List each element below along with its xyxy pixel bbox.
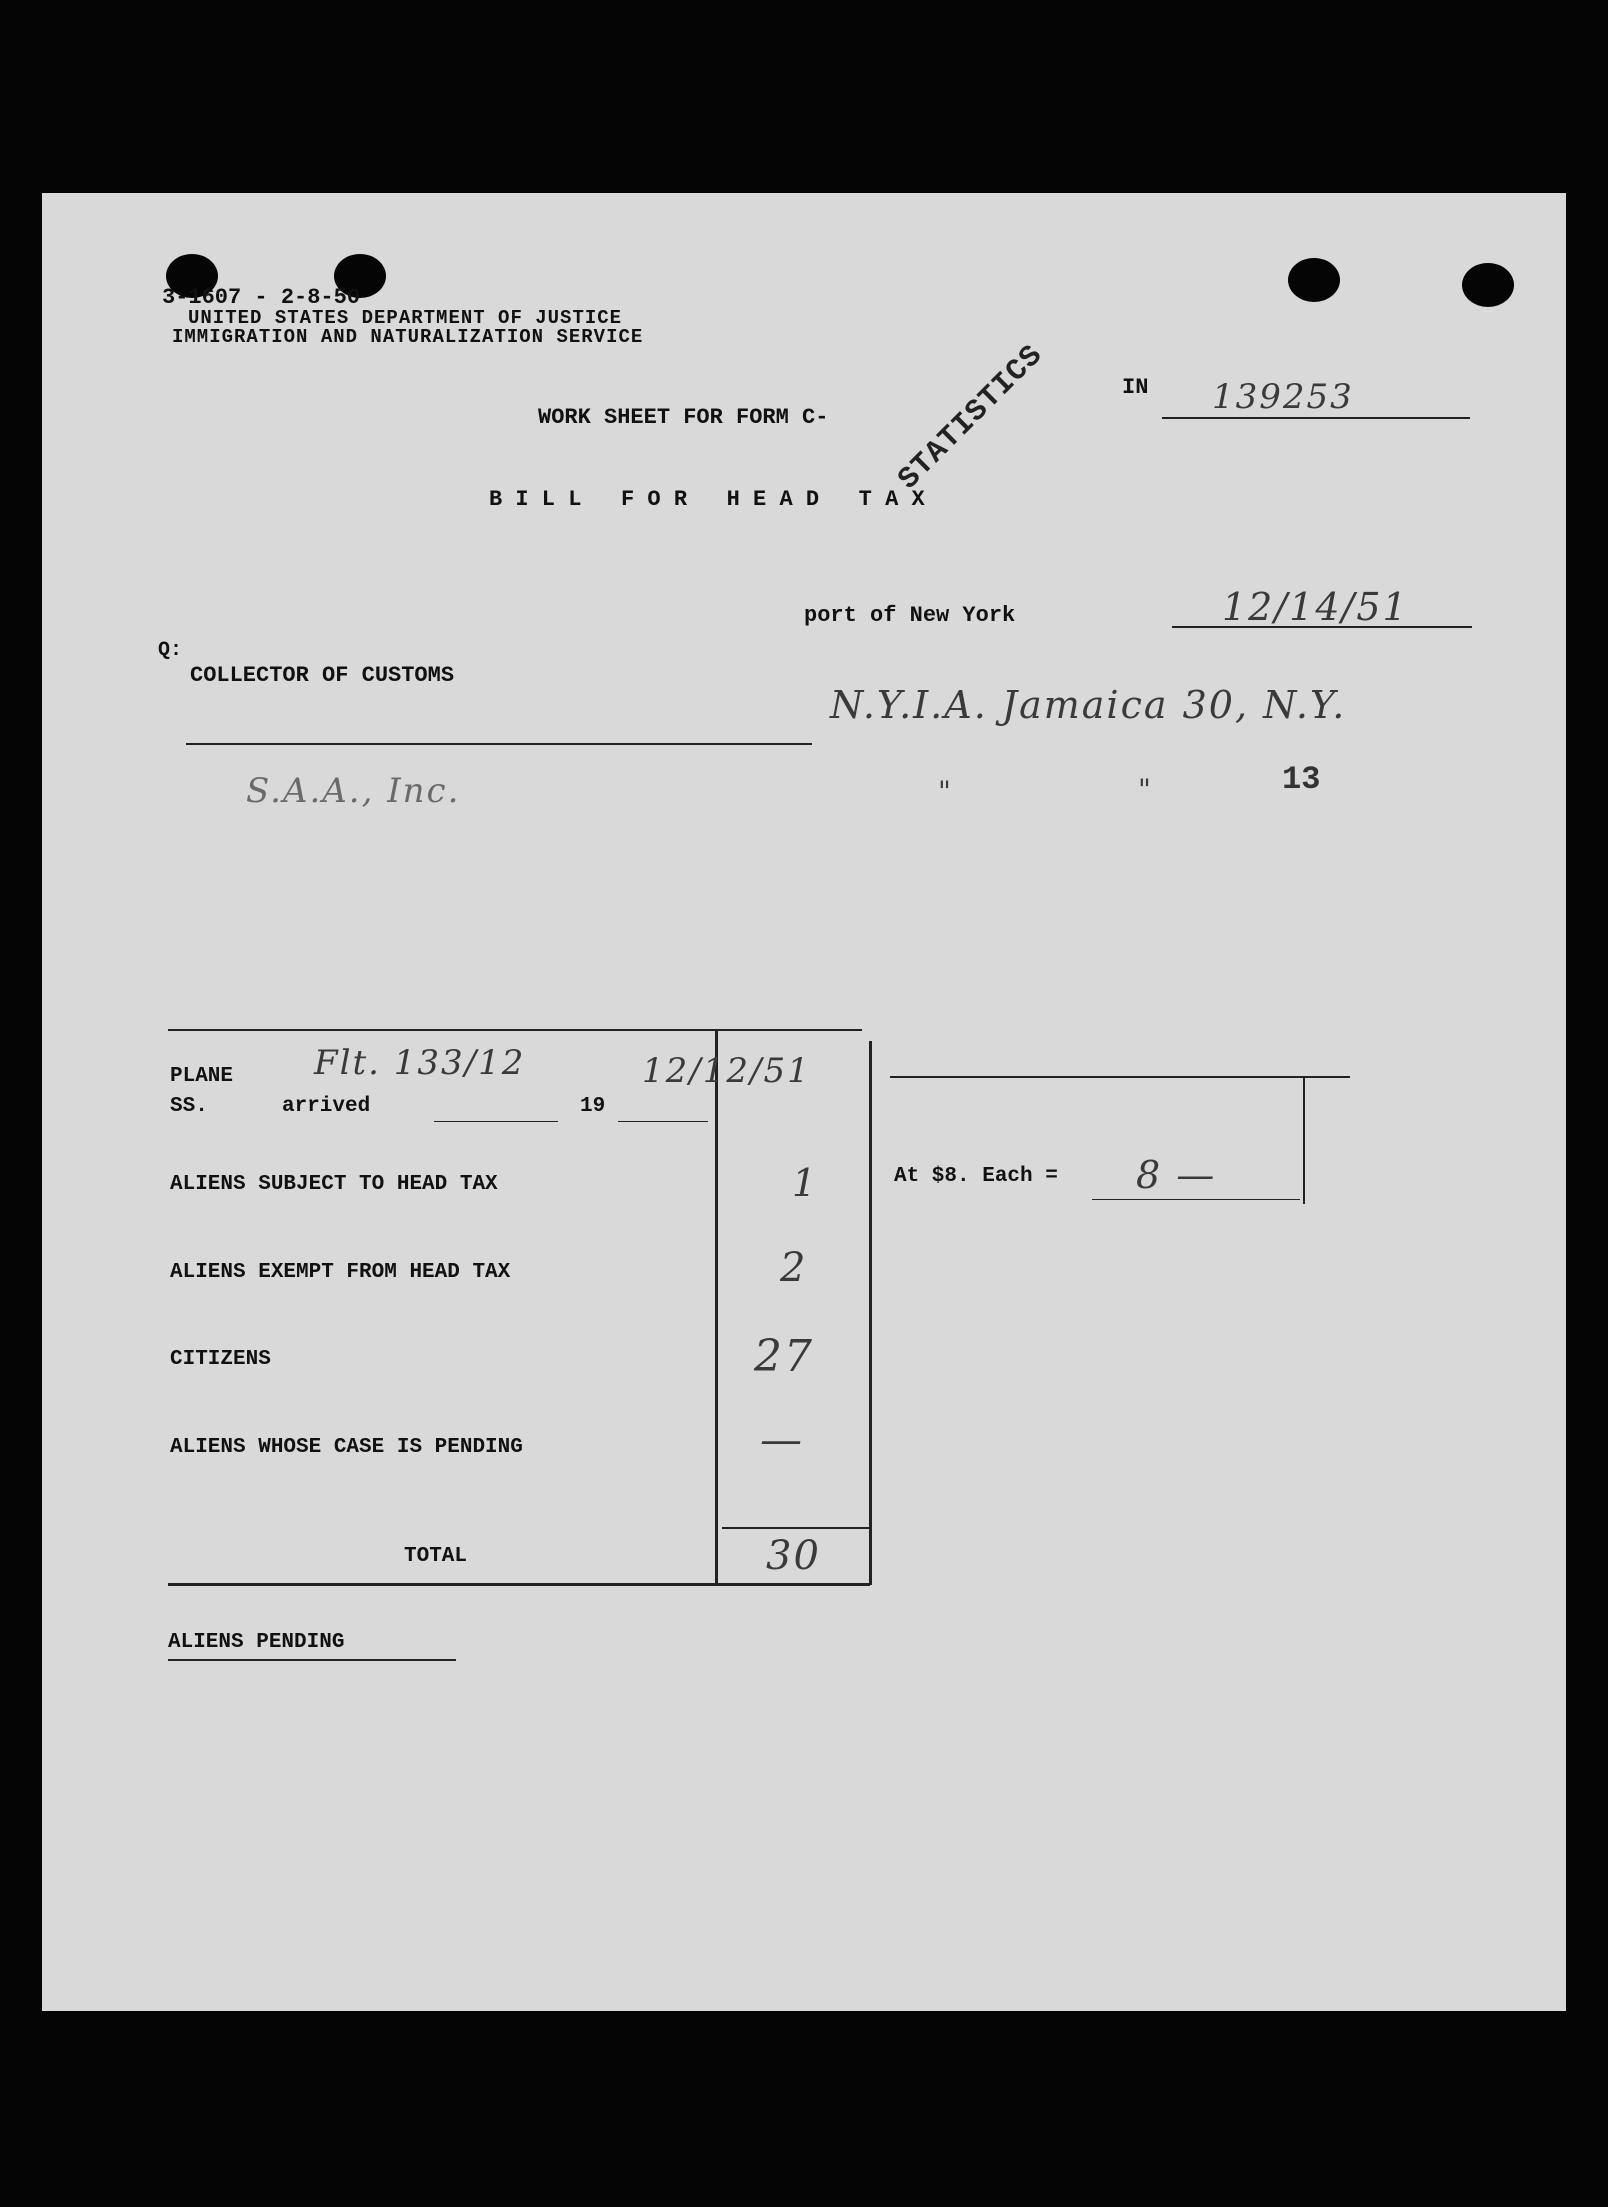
table-top-line [168, 1029, 862, 1031]
addressee: COLLECTOR OF CUSTOMS [190, 663, 455, 688]
rate-box-top [890, 1076, 1350, 1078]
date-line [1172, 626, 1472, 628]
agency-name: UNITED STATES DEPARTMENT OF JUSTICE [188, 307, 623, 329]
plane-label: PLANE [170, 1065, 234, 1088]
arrived-line [434, 1121, 558, 1122]
year-line [618, 1121, 708, 1122]
rate-value: 8 — [1136, 1153, 1217, 1197]
total-value: 30 [766, 1533, 821, 1579]
aliens-subject-value: 1 [792, 1161, 819, 1205]
page-number: 13 [1282, 761, 1321, 798]
date-handwritten: 12/14/51 [1222, 585, 1409, 629]
table-right-border [869, 1041, 872, 1585]
punch-hole [1288, 258, 1340, 302]
form-number: 3-1607 - 2-8-50 [162, 285, 361, 310]
flight-handwritten: Flt. 133/12 [314, 1043, 526, 1083]
citizens-label: CITIZENS [170, 1348, 271, 1371]
in-number-line [1162, 417, 1470, 419]
ditto-mark: " [938, 775, 953, 808]
rate-box-right [1303, 1076, 1305, 1204]
aliens-subject-label: ALIENS SUBJECT TO HEAD TAX [170, 1173, 498, 1196]
worksheet-title: WORK SHEET FOR FORM C- [538, 405, 829, 430]
in-label: IN [1122, 375, 1149, 400]
addressee-line [186, 743, 812, 745]
rate-underline [1092, 1199, 1300, 1200]
to-label: Q: [158, 639, 183, 662]
aliens-pending-label: ALIENS PENDING [168, 1631, 345, 1654]
agency-service: IMMIGRATION AND NATURALIZATION SERVICE [172, 326, 644, 348]
arrival-date-handwritten: 12/12/51 [642, 1051, 811, 1091]
punch-hole [1462, 263, 1514, 307]
aliens-pending-line [168, 1659, 456, 1661]
in-number: 139253 [1212, 377, 1354, 417]
aliens-exempt-value: 2 [780, 1245, 808, 1291]
arrived-label: arrived [282, 1095, 371, 1118]
total-rule [722, 1527, 870, 1529]
aliens-exempt-label: ALIENS EXEMPT FROM HEAD TAX [170, 1261, 511, 1284]
bill-title: B I L L F O R H E A D T A X [489, 487, 925, 512]
aliens-pending-case-value: — [760, 1415, 804, 1464]
statistics-stamp: STATISTICS [892, 338, 1051, 498]
total-label: TOTAL [404, 1545, 468, 1568]
rate-label: At $8. Each = [894, 1165, 1058, 1188]
port-label: port of New York [804, 603, 1016, 628]
aliens-pending-case-label: ALIENS WHOSE CASE IS PENDING [170, 1436, 523, 1459]
ditto-mark: " [1138, 773, 1153, 806]
citizens-value: 27 [754, 1331, 814, 1382]
handwritten-address: N.Y.I.A. Jamaica 30, N.Y. [830, 683, 1347, 727]
document-sheet [42, 193, 1566, 2011]
table-divider [715, 1029, 718, 1585]
year-prefix: 19 [580, 1095, 606, 1118]
ss-label: SS. [170, 1095, 208, 1118]
handwritten-carrier: S.A.A., Inc. [246, 771, 461, 811]
table-bottom-line [168, 1583, 870, 1586]
